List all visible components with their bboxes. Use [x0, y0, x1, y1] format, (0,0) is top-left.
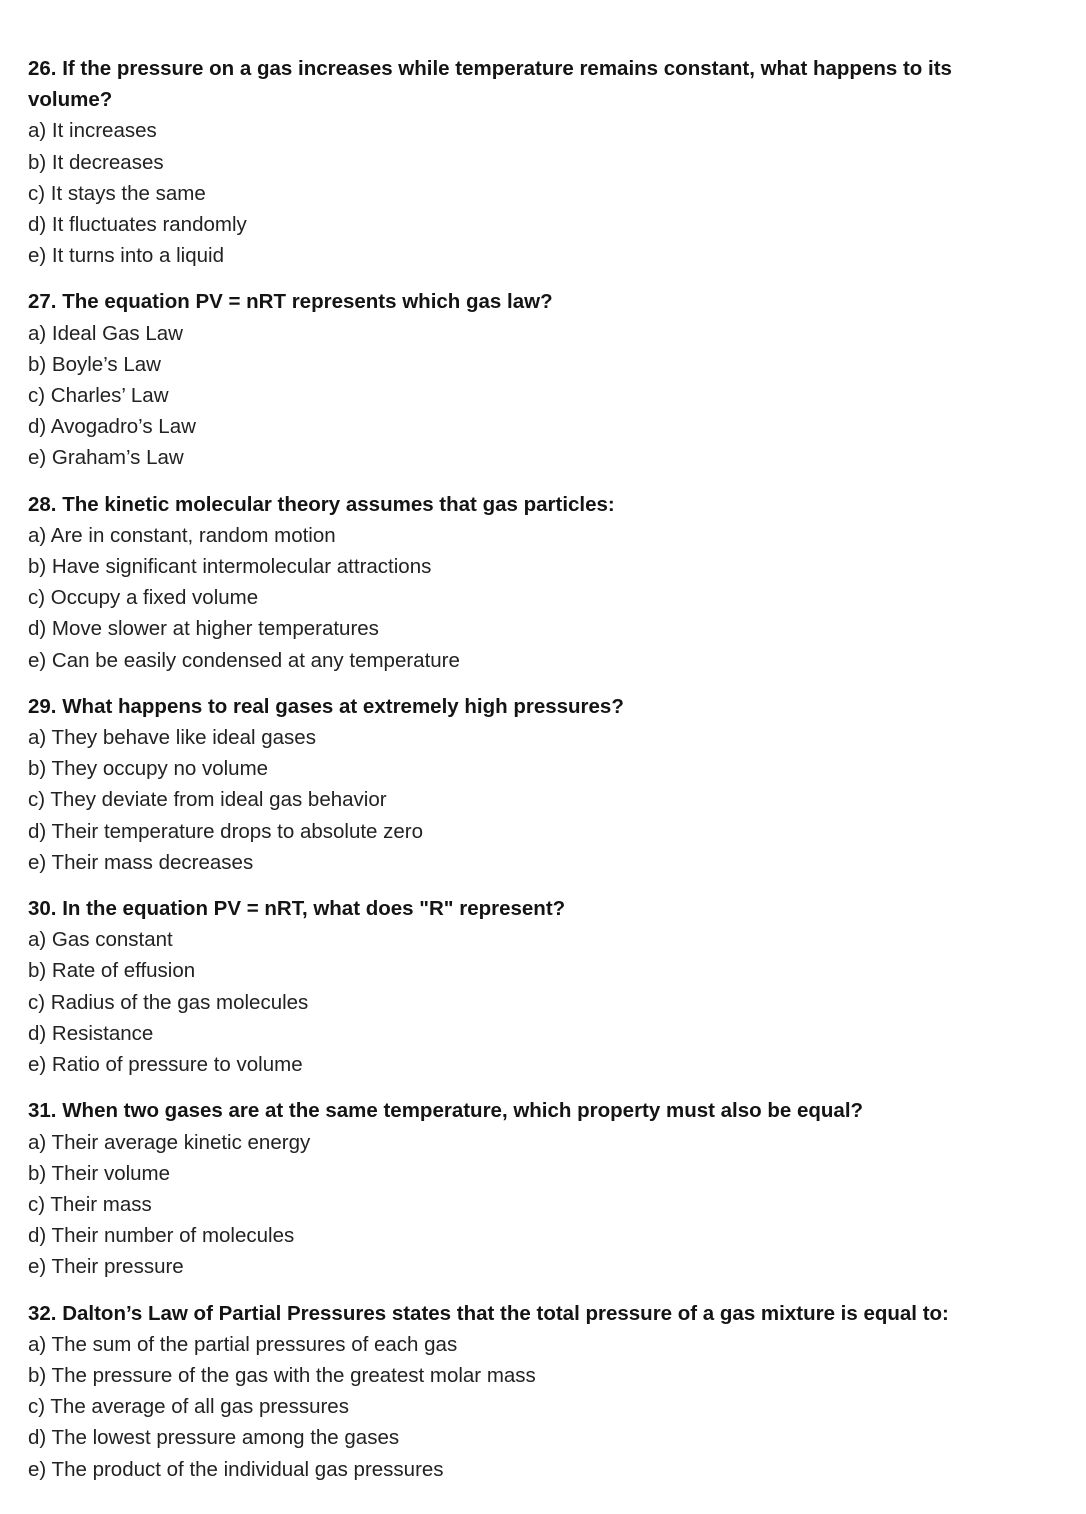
option-e: e) The product of the individual gas pressures	[28, 1457, 444, 1481]
question-title: 30. In the equation PV = nRT, what does "R" represent?	[28, 897, 566, 921]
option-b: b) The pressure of the gas with the greatest molar mass	[28, 1363, 536, 1387]
question-29	[28, 691, 1086, 878]
question-32	[28, 1298, 1086, 1485]
option-b: b) Boyle’s Law	[28, 352, 161, 376]
option-c: c) The average of all gas pressures	[28, 1395, 349, 1419]
option-b: b) Have significant intermolecular attractions	[28, 555, 432, 579]
option-c: c) Charles’ Law	[28, 384, 169, 408]
option-a: a) It increases	[28, 119, 157, 143]
option-c: c) Radius of the gas molecules	[28, 990, 309, 1014]
option-b: b) Rate of effusion	[28, 959, 196, 983]
option-e: e) Their pressure	[28, 1255, 184, 1279]
option-a: a) They behave like ideal gases	[28, 726, 316, 750]
option-d: d) The lowest pressure among the gases	[28, 1426, 400, 1450]
option-a: a) The sum of the partial pressures of each gas	[28, 1332, 458, 1356]
option-e: e) Their mass decreases	[28, 850, 254, 874]
option-a: a) Gas constant	[28, 928, 173, 952]
question-title: 26. If the pressure on a gas increases while temperature remains constant, what happens to its volume?	[28, 57, 952, 112]
option-d: d) Their number of molecules	[28, 1224, 295, 1248]
option-a: a) Ideal Gas Law	[28, 321, 183, 345]
option-d: d) It fluctuates randomly	[28, 213, 247, 237]
question-title: 27. The equation PV = nRT represents which gas law?	[28, 290, 553, 314]
option-a: a) Are in constant, random motion	[28, 523, 336, 547]
option-d: d) Move slower at higher temperatures	[28, 617, 379, 641]
question-27	[28, 286, 1086, 473]
option-e: e) Graham’s Law	[28, 446, 184, 470]
option-c: c) It stays the same	[28, 181, 206, 205]
option-e: e) Ratio of pressure to volume	[28, 1053, 303, 1077]
question-title: 31. When two gases are at the same temperature, which property must also be equal?	[28, 1099, 864, 1123]
option-c: c) They deviate from ideal gas behavior	[28, 788, 387, 812]
option-b: b) It decreases	[28, 150, 164, 174]
option-b: b) They occupy no volume	[28, 757, 269, 781]
option-b: b) Their volume	[28, 1161, 171, 1185]
option-d: d) Their temperature drops to absolute zero	[28, 819, 424, 843]
option-d: d) Resistance	[28, 1021, 154, 1045]
question-title: 28. The kinetic molecular theory assumes that gas particles:	[28, 492, 615, 516]
question-28	[28, 489, 1086, 676]
option-e: e) Can be easily condensed at any temperature	[28, 648, 460, 672]
question-title: 29. What happens to real gases at extremely high pressures?	[28, 694, 624, 718]
option-e: e) It turns into a liquid	[28, 244, 224, 268]
question-title: 32. Dalton’s Law of Partial Pressures states that the total pressure of a gas mixture is equal to:	[28, 1301, 949, 1325]
question-26	[28, 53, 1086, 271]
option-c: c) Occupy a fixed volume	[28, 586, 259, 610]
question-30	[28, 893, 1086, 1080]
option-a: a) Their average kinetic energy	[28, 1130, 311, 1154]
question-31	[28, 1095, 1086, 1282]
option-c: c) Their mass	[28, 1192, 152, 1216]
option-d: d) Avogadro’s Law	[28, 415, 196, 439]
